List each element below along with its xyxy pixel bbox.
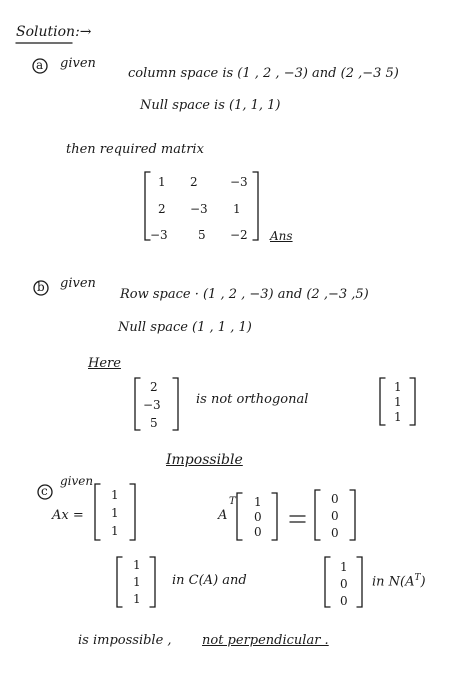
part-a-null-space: Null space is (1, 1, 1)	[140, 98, 281, 113]
vector-entry: 0	[331, 509, 339, 523]
matrix-cell: −3	[230, 175, 248, 189]
vector-entry: 0	[254, 525, 262, 539]
part-b-label: b	[37, 280, 45, 294]
matrix-cell: −3	[190, 202, 208, 216]
vector-entry: 1	[133, 592, 141, 606]
vector-entry: 1	[111, 488, 119, 502]
part-b-here: Here	[88, 356, 121, 371]
matrix-cell: 5	[198, 228, 206, 242]
vector-entry: 1	[133, 558, 141, 572]
vector-entry: 1	[394, 410, 402, 424]
part-c-given: given	[60, 474, 94, 488]
vector-entry: 1	[394, 395, 402, 409]
part-c-in-ca: in C(A) and	[172, 573, 247, 588]
vector-entry: 1	[394, 380, 402, 394]
part-a-given: given	[60, 56, 96, 71]
vector-entry: 0	[340, 577, 348, 591]
part-a-label: a	[36, 58, 44, 72]
part-a-column-space: column space is (1 , 2 , −3) and (2 ,−3 5)	[128, 66, 399, 81]
part-c-at-label: A	[218, 508, 228, 523]
vector-entry: −3	[143, 398, 161, 412]
vector-entry: 1	[340, 560, 348, 574]
vector-entry: 0	[331, 526, 339, 540]
part-c-in-nat	[372, 573, 426, 589]
matrix-cell: 1	[233, 202, 241, 216]
part-c-in-nat-sup: T	[414, 573, 421, 583]
vector-entry: 1	[133, 575, 141, 589]
part-b-given: given	[60, 276, 96, 291]
vector-entry: 1	[111, 524, 119, 538]
part-b-impossible: Impossible	[166, 452, 243, 468]
vector-entry: 0	[254, 510, 262, 524]
part-b-not-orthogonal: is not orthogonal	[196, 392, 309, 407]
part-c-conclusion-perpendicular: not perpendicular .	[202, 633, 329, 648]
matrix-cell: 1	[158, 175, 166, 189]
part-c-conclusion-impossible: is impossible ,	[78, 633, 172, 648]
part-c-ax-label: Ax =	[52, 508, 84, 523]
matrix-cell: −2	[230, 228, 248, 242]
part-c-in-nat-text: in N(A	[372, 574, 415, 590]
part-c-in-nat-close: )	[420, 574, 426, 590]
vector-entry: 5	[150, 416, 158, 430]
part-c-label: c	[41, 484, 48, 498]
part-b-null-space: Null space (1 , 1 , 1)	[118, 320, 252, 335]
vector-entry: 0	[340, 594, 348, 608]
vector-entry: 1	[111, 506, 119, 520]
matrix-cell: −3	[150, 228, 168, 242]
part-c-at-sup: T	[229, 496, 236, 507]
part-b-row-space: Row space · (1 , 2 , −3) and (2 ,−3 ,5)	[120, 287, 369, 302]
matrix-cell: 2	[158, 202, 166, 216]
part-a-required-matrix: then required matrix	[66, 142, 204, 157]
solution-heading: Solution:→	[16, 24, 92, 40]
part-a-answer: Ans	[270, 229, 293, 243]
vector-entry: 2	[150, 380, 158, 394]
matrix-cell: 2	[190, 175, 198, 189]
vector-entry: 1	[254, 495, 262, 509]
vector-entry: 0	[331, 492, 339, 506]
